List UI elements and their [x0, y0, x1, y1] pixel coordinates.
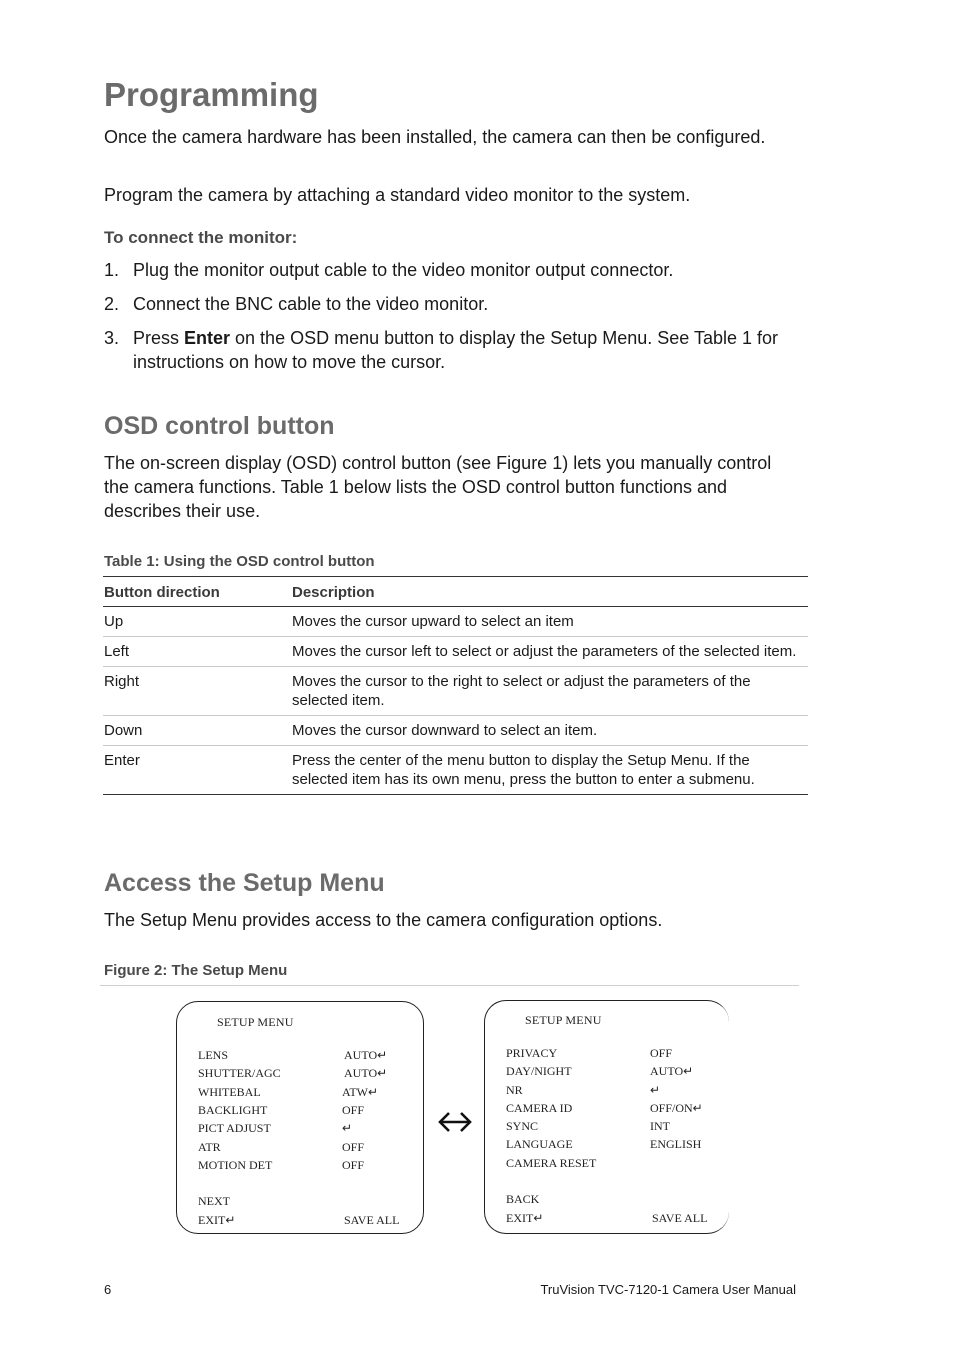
menu-item-exit	[198, 1211, 418, 1229]
table-row	[103, 746, 808, 795]
intro-paragraph-1: Once the camera hardware has been installed, the camera can then be configured.	[104, 127, 766, 147]
header-button-direction: Button direction	[103, 577, 291, 607]
osd-control-table	[103, 576, 808, 795]
table-header-row	[103, 577, 808, 607]
menu-item-value: OFF/ON↵	[650, 1101, 703, 1115]
header-description: Description	[291, 577, 808, 607]
cell-description: Press the center of the menu button to display the Setup Menu. If the selected item has its own menu, press the button to enter a submenu.	[291, 746, 808, 795]
menu-item-value: OFF	[342, 1103, 365, 1117]
step-text-pre: Press	[133, 328, 185, 348]
table-row	[103, 667, 808, 716]
enter-key-label: Enter	[184, 328, 231, 348]
double-arrow-icon	[437, 1109, 473, 1135]
menu-item-value: AUTO↵	[344, 1048, 388, 1062]
cell-direction: Up	[103, 607, 291, 637]
cell-description: Moves the cursor left to select or adjust the parameters of the selected item.	[291, 637, 808, 667]
access-section-heading: Access the Setup Menu	[104, 869, 385, 897]
menu-item-label: LENS	[198, 1048, 228, 1062]
menu-item-language	[506, 1135, 726, 1153]
menu-item-label: MOTION DET	[198, 1158, 273, 1172]
menu-item-label: BACKLIGHT	[198, 1103, 268, 1117]
menu-item-atr	[198, 1138, 418, 1156]
menu-item-day-night	[506, 1062, 726, 1080]
cell-description: Moves the cursor downward to select an item.	[291, 716, 808, 746]
manual-title: TruVision TVC-7120-1 Camera User Manual	[540, 1282, 796, 1297]
menu-item-label: PRIVACY	[506, 1046, 558, 1060]
menu-item-value: AUTO↵	[650, 1064, 694, 1078]
step-text	[133, 326, 793, 374]
cell-direction: Right	[103, 667, 291, 716]
page-number: 6	[104, 1282, 112, 1297]
menu-item-nr	[506, 1081, 726, 1099]
page-title: Programming	[104, 76, 319, 113]
menu-item-label: EXIT↵	[198, 1213, 236, 1227]
step-number: 1.	[104, 260, 120, 280]
setup-menu-page-2	[484, 1000, 729, 1234]
menu-item-backlight	[198, 1101, 418, 1119]
menu-item-lens	[198, 1046, 418, 1064]
menu-item-value: AUTO↵	[344, 1066, 388, 1080]
menu-item-motion-det	[198, 1156, 418, 1174]
step-text-post: on the OSD menu button to display the Setup Menu. See Table 1 for instructions on how to move the cursor.	[133, 328, 779, 372]
menu-item-save-all: SAVE ALL	[652, 1211, 708, 1225]
intro-paragraph-2: Program the camera by attaching a standard video monitor to the system.	[104, 185, 691, 205]
menu-item-camera-id	[506, 1099, 726, 1117]
access-paragraph: The Setup Menu provides access to the camera configuration options.	[104, 910, 663, 930]
menu-item-label: NR	[506, 1083, 523, 1097]
menu-item-label: NEXT	[198, 1194, 230, 1208]
table-caption: Table 1: Using the OSD control button	[104, 553, 375, 570]
step-text: Plug the monitor output cable to the video monitor output connector.	[133, 260, 674, 280]
table-row	[103, 716, 808, 746]
menu-item-label: PICT ADJUST	[198, 1121, 271, 1135]
menu-item-save-all: SAVE ALL	[344, 1213, 400, 1227]
step-number: 3.	[104, 328, 120, 348]
cell-description: Moves the cursor upward to select an item	[291, 607, 808, 637]
menu-item-label: WHITEBAL	[198, 1085, 261, 1099]
menu-item-camera-reset	[506, 1154, 726, 1172]
menu-item-sync	[506, 1117, 726, 1135]
step-text: Connect the BNC cable to the video monitor.	[133, 294, 489, 314]
osd-section-heading: OSD control button	[104, 412, 335, 440]
connect-monitor-heading: To connect the monitor:	[104, 228, 298, 247]
osd-paragraph: The on-screen display (OSD) control button (see Figure 1) lets you manually control the camera functions. Table 1 below lists the OSD control button functions and describes their use.	[104, 453, 772, 521]
menu-item-shutter-agc	[198, 1064, 418, 1082]
step-number: 2.	[104, 294, 120, 314]
menu-item-pict-adjust	[198, 1119, 418, 1137]
menu-item-exit	[506, 1209, 726, 1227]
step-3	[104, 326, 794, 374]
menu-item-label: BACK	[506, 1192, 540, 1206]
menu-item-label: LANGUAGE	[506, 1137, 573, 1151]
menu-item-label: CAMERA RESET	[506, 1156, 597, 1170]
menu-title: SETUP MENU	[217, 1015, 294, 1029]
menu-item-label: EXIT↵	[506, 1211, 544, 1225]
figure-divider	[100, 985, 799, 986]
menu-title: SETUP MENU	[525, 1013, 602, 1027]
menu-item-label: DAY/NIGHT	[506, 1064, 572, 1078]
menu-item-value: OFF	[342, 1158, 365, 1172]
menu-item-back	[506, 1190, 726, 1208]
menu-item-label: SHUTTER/AGC	[198, 1066, 281, 1080]
cell-direction: Left	[103, 637, 291, 667]
menu-item-value: ATW↵	[342, 1085, 379, 1099]
menu-item-next	[198, 1192, 418, 1210]
menu-item-value: ↵	[342, 1121, 353, 1135]
menu-item-value: OFF	[342, 1140, 365, 1154]
menu-item-privacy	[506, 1044, 726, 1062]
menu-item-value: ENGLISH	[650, 1137, 702, 1151]
figure-caption: Figure 2: The Setup Menu	[104, 962, 288, 979]
menu-item-value: OFF	[650, 1046, 673, 1060]
table-row	[103, 607, 808, 637]
cell-direction: Down	[103, 716, 291, 746]
cell-description: Moves the cursor to the right to select or adjust the parameters of the selected item.	[291, 667, 808, 716]
table-row	[103, 637, 808, 667]
menu-item-whitebal	[198, 1083, 418, 1101]
menu-item-label: CAMERA ID	[506, 1101, 573, 1115]
setup-menu-page-1	[176, 1001, 424, 1234]
menu-item-value: INT	[650, 1119, 670, 1133]
menu-item-label: SYNC	[506, 1119, 539, 1133]
menu-item-value: ↵	[650, 1083, 661, 1097]
cell-direction: Enter	[103, 746, 291, 795]
menu-item-label: ATR	[198, 1140, 221, 1154]
